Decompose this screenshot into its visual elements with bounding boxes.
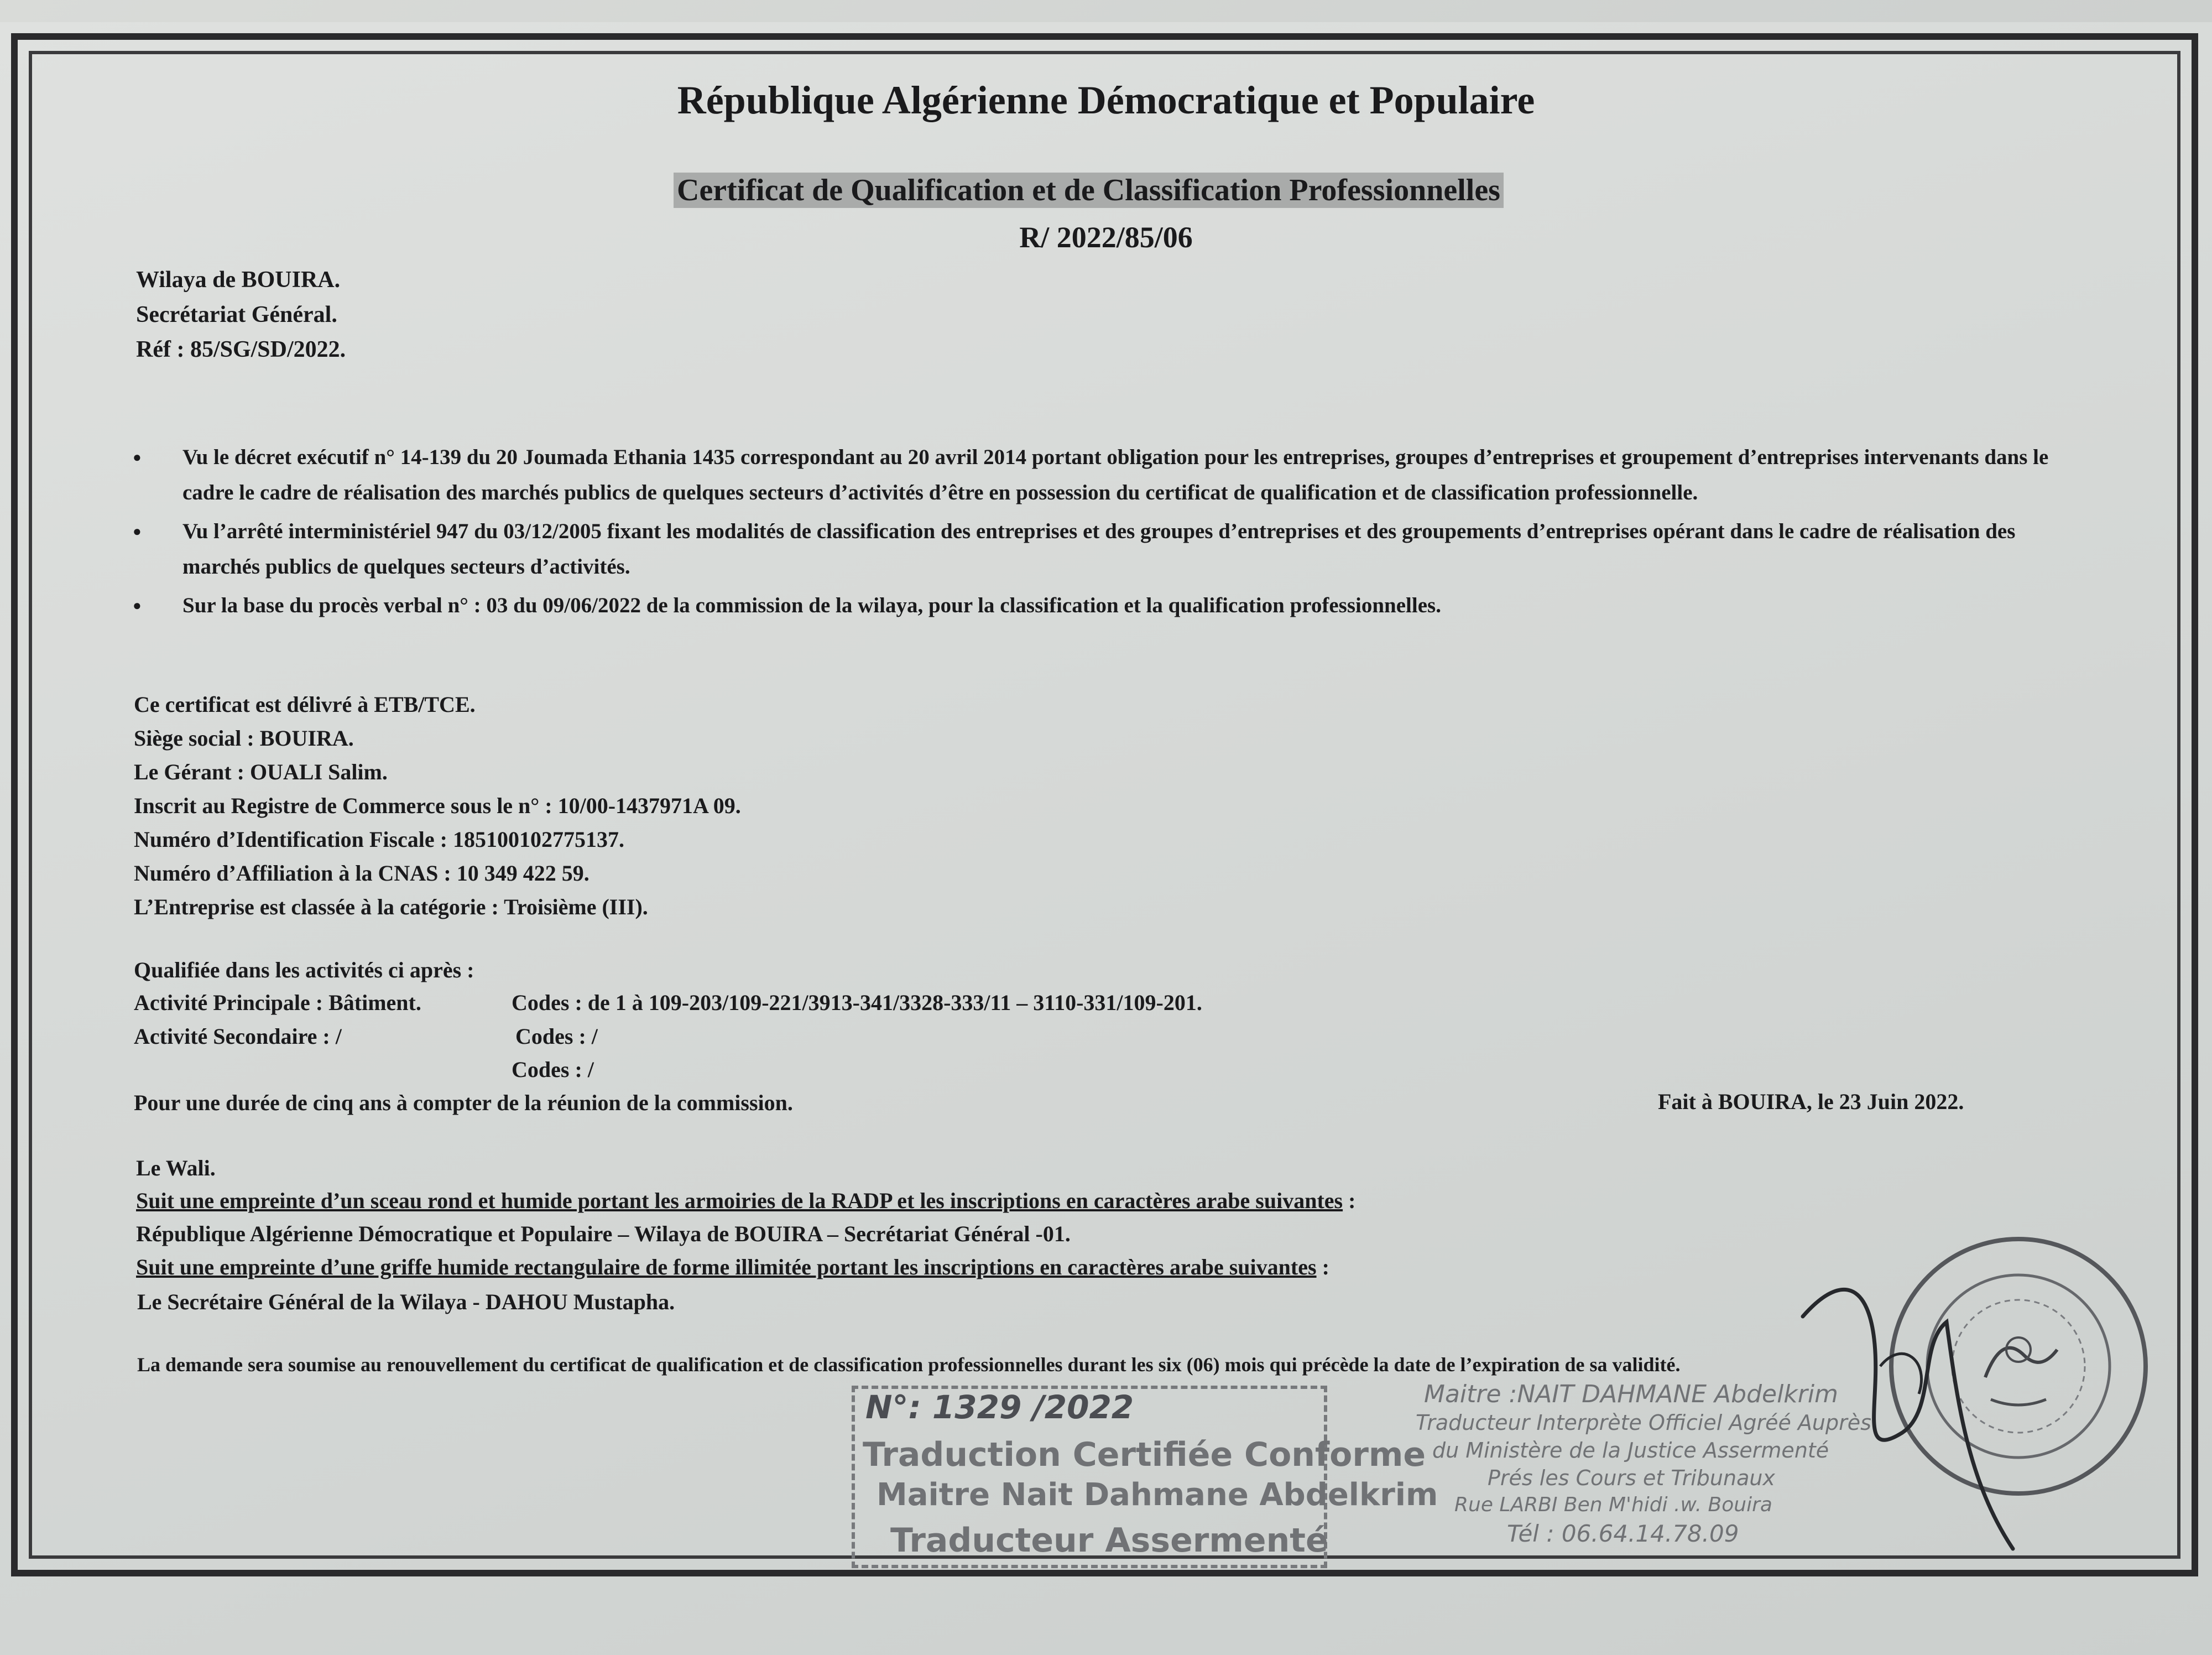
translator-stamp-line2: Traducteur Interprète Officiel Agréé Auprès bbox=[1416, 1411, 1871, 1435]
company-manager: Le Gérant : OUALI Salim. bbox=[134, 759, 388, 784]
translator-stamp-line4: Prés les Cours et Tribunaux bbox=[1488, 1466, 1775, 1490]
secondary-codes-2: Codes : / bbox=[512, 1057, 594, 1082]
griffe-note-colon: : bbox=[1316, 1255, 1329, 1279]
issuer-wilaya: Wilaya de BOUIRA. bbox=[136, 267, 341, 293]
secondary-activity: Activité Secondaire : / bbox=[134, 1024, 342, 1049]
secondary-codes-1: Codes : / bbox=[515, 1024, 598, 1049]
translation-stamp-line1: Traduction Certifiée Conforme bbox=[863, 1435, 1426, 1474]
signature-icon bbox=[1792, 1250, 2024, 1560]
place-date: Fait à BOUIRA, le 23 Juin 2022. bbox=[1658, 1089, 1964, 1114]
consideration-item: ● Sur la base du procès verbal n° : 03 du 09/06/2022 de la commission de la wilaya, pour la classification et la qualification professionnelles. bbox=[182, 588, 2074, 623]
seal-text: République Algérienne Démocratique et Populaire – Wilaya de BOUIRA – Secrétariat Général -01. bbox=[136, 1221, 1071, 1246]
validity-duration: Pour une durée de cinq ans à compter de la réunion de la commission. bbox=[134, 1090, 793, 1115]
seal-note-colon: : bbox=[1343, 1188, 1356, 1213]
company-seat: Siège social : BOUIRA. bbox=[134, 726, 354, 751]
renewal-note: La demande sera soumise au renouvellement du certificat de qualification et de classification professionnelles durant les six (06) mois qui précède la date de l’expiration de sa validité. bbox=[137, 1354, 1681, 1376]
consideration-item: ● Vu le décret exécutif n° 14-139 du 20 Joumada Ethania 1435 correspondant au 20 avril 2014 portant obligation pour les entreprises, groupes d’entreprises et groupement d’entreprises intervenants dans le cadre le cadre de réalisation des marchés publics de quelques secteurs d’activités d’être en possession du certificat de qualification et de classification professionnelle. bbox=[182, 440, 2074, 511]
considerations-list bbox=[182, 440, 2074, 627]
republic-title: République Algérienne Démocratique et Populaire bbox=[677, 78, 1535, 122]
translator-stamp-line6: Tél : 06.64.14.78.09 bbox=[1507, 1520, 1739, 1547]
griffe-text: Le Secrétaire Général de la Wilaya - DAHOU Mustapha. bbox=[137, 1289, 675, 1314]
issuer-ref: Réf : 85/SG/SD/2022. bbox=[136, 337, 346, 362]
seal-note: Suit une empreinte d’un sceau rond et humide portant les armoiries de la RADP et les inscriptions en caractères arabe suivantes bbox=[136, 1188, 1343, 1213]
consideration-item: ● Vu l’arrêté interministériel 947 du 03/12/2005 fixant les modalités de classification des entreprises et des groupes d’entreprises et des groupements d’entreprises opérant dans le cadre de réalisation des marchés publics de quelques secteurs d’activités. bbox=[182, 514, 2074, 585]
issuer-secretariat: Secrétariat Général. bbox=[136, 302, 337, 327]
translation-stamp-line2: Maitre Nait Dahmane Abdelkrim bbox=[877, 1477, 1438, 1513]
griffe-description bbox=[136, 1254, 1329, 1280]
cnas-number: Numéro d’Affiliation à la CNAS : 10 349 422 59. bbox=[134, 861, 589, 886]
main-activity-codes: Codes : de 1 à 109-203/109-221/3913-341/3328-333/11 – 3110-331/109-201. bbox=[512, 990, 1202, 1015]
translation-number: N°: 1329 /2022 bbox=[865, 1388, 1134, 1426]
delivered-to: Ce certificat est délivré à ETB/TCE. bbox=[134, 692, 476, 717]
certificate-title: Certificat de Qualification et de Classification Professionnelles bbox=[674, 173, 1504, 208]
company-category: L’Entreprise est classée à la catégorie : Troisième (III). bbox=[134, 894, 648, 919]
wali-title: Le Wali. bbox=[136, 1156, 216, 1180]
translator-stamp-line5: Rue LARBI Ben M'hidi .w. Bouira bbox=[1454, 1493, 1772, 1516]
translator-stamp-line3: du Ministère de la Justice Assermenté bbox=[1432, 1438, 1829, 1463]
main-activity: Activité Principale : Bâtiment. bbox=[134, 990, 421, 1015]
certificate-number: R/ 2022/85/06 bbox=[1019, 221, 1193, 254]
translation-stamp-line3: Traducteur Assermenté bbox=[890, 1521, 1328, 1560]
activities-intro: Qualifiée dans les activités ci après : bbox=[134, 957, 474, 982]
griffe-note: Suit une empreinte d’une griffe humide rectangulaire de forme illimitée portant les inscriptions en caractères arabe suivantes bbox=[136, 1255, 1317, 1279]
tax-id: Numéro d’Identification Fiscale : 185100102775137. bbox=[134, 827, 624, 852]
seal-description bbox=[136, 1188, 1355, 1214]
trade-register: Inscrit au Registre de Commerce sous le n° : 10/00-1437971A 09. bbox=[134, 793, 741, 818]
translator-stamp-line1: Maitre :NAIT DAHMANE Abdelkrim bbox=[1424, 1380, 1838, 1408]
